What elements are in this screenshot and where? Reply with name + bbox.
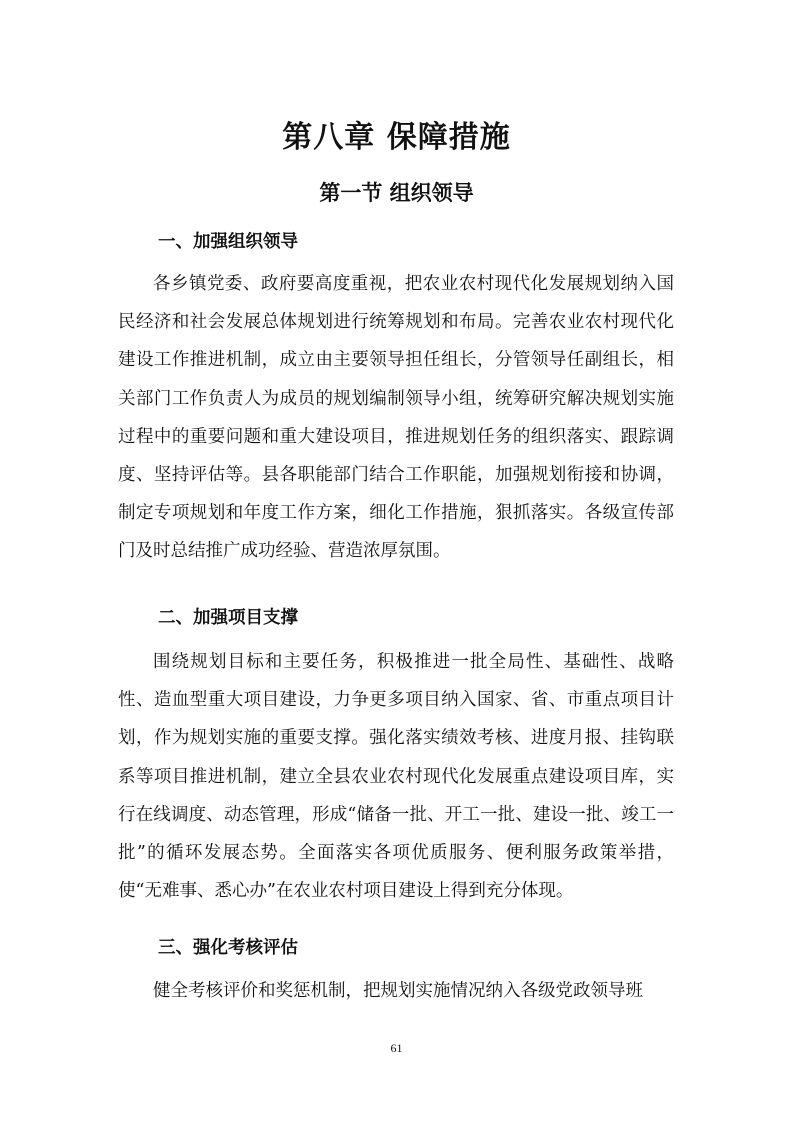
section-heading-2: 二、加强项目支撑 xyxy=(158,608,298,628)
section-heading-3: 三、强化考核评估 xyxy=(158,938,298,958)
chapter-title: 第八章 保障措施 xyxy=(282,120,511,155)
paragraph-2: 围绕规划目标和主要任务，积极推进一批全局性、基础性、战略性、造血型重大项目建设，力争更多项目纳入国家、省、市重点项目计划，作为规划实施的重要支撑。强化落实绩效考核、进度月报、挂钩联系等项目推进机制，建立全县农业农村现代化发展重点建设项目库，实行在线调度、动态管理，形成“储备一批、开工一批、建设一批、竣工一批”的循环发展态势。全面落实各项优质服务、便利服务政策举措，使“无难事、悉心办”在农业农村项目建设上得到充分体现。 xyxy=(118,652,674,902)
section-heading-1: 一、加强组织领导 xyxy=(158,232,298,252)
section-title: 第一节 组织领导 xyxy=(319,181,474,205)
paragraph-3: 健全考核评价和奖惩机制，把规划实施情况纳入各级党政领导班 xyxy=(153,981,643,1001)
paragraph-1: 各乡镇党委、政府要高度重视，把农业农村现代化发展规划纳入国民经济和社会发展总体规划进行统筹规划和布局。完善农业农村现代化建设工作推进机制，成立由主要领导担任组长，分管领导任副组长，相关部门工作负责人为成员的规划编制领导小组，统筹研究解决规划实施过程中的重要问题和重大建设项目，推进规划任务的组织落实、跟踪调度、坚持评估等。县各职能部门结合工作职能，加强规划衔接和协调，制定专项规划和年度工作方案，细化工作措施，狠抓落实。各级宣传部门及时总结推广成功经验、营造浓厚氛围。 xyxy=(118,274,674,562)
page-number: 61 xyxy=(390,1041,403,1055)
